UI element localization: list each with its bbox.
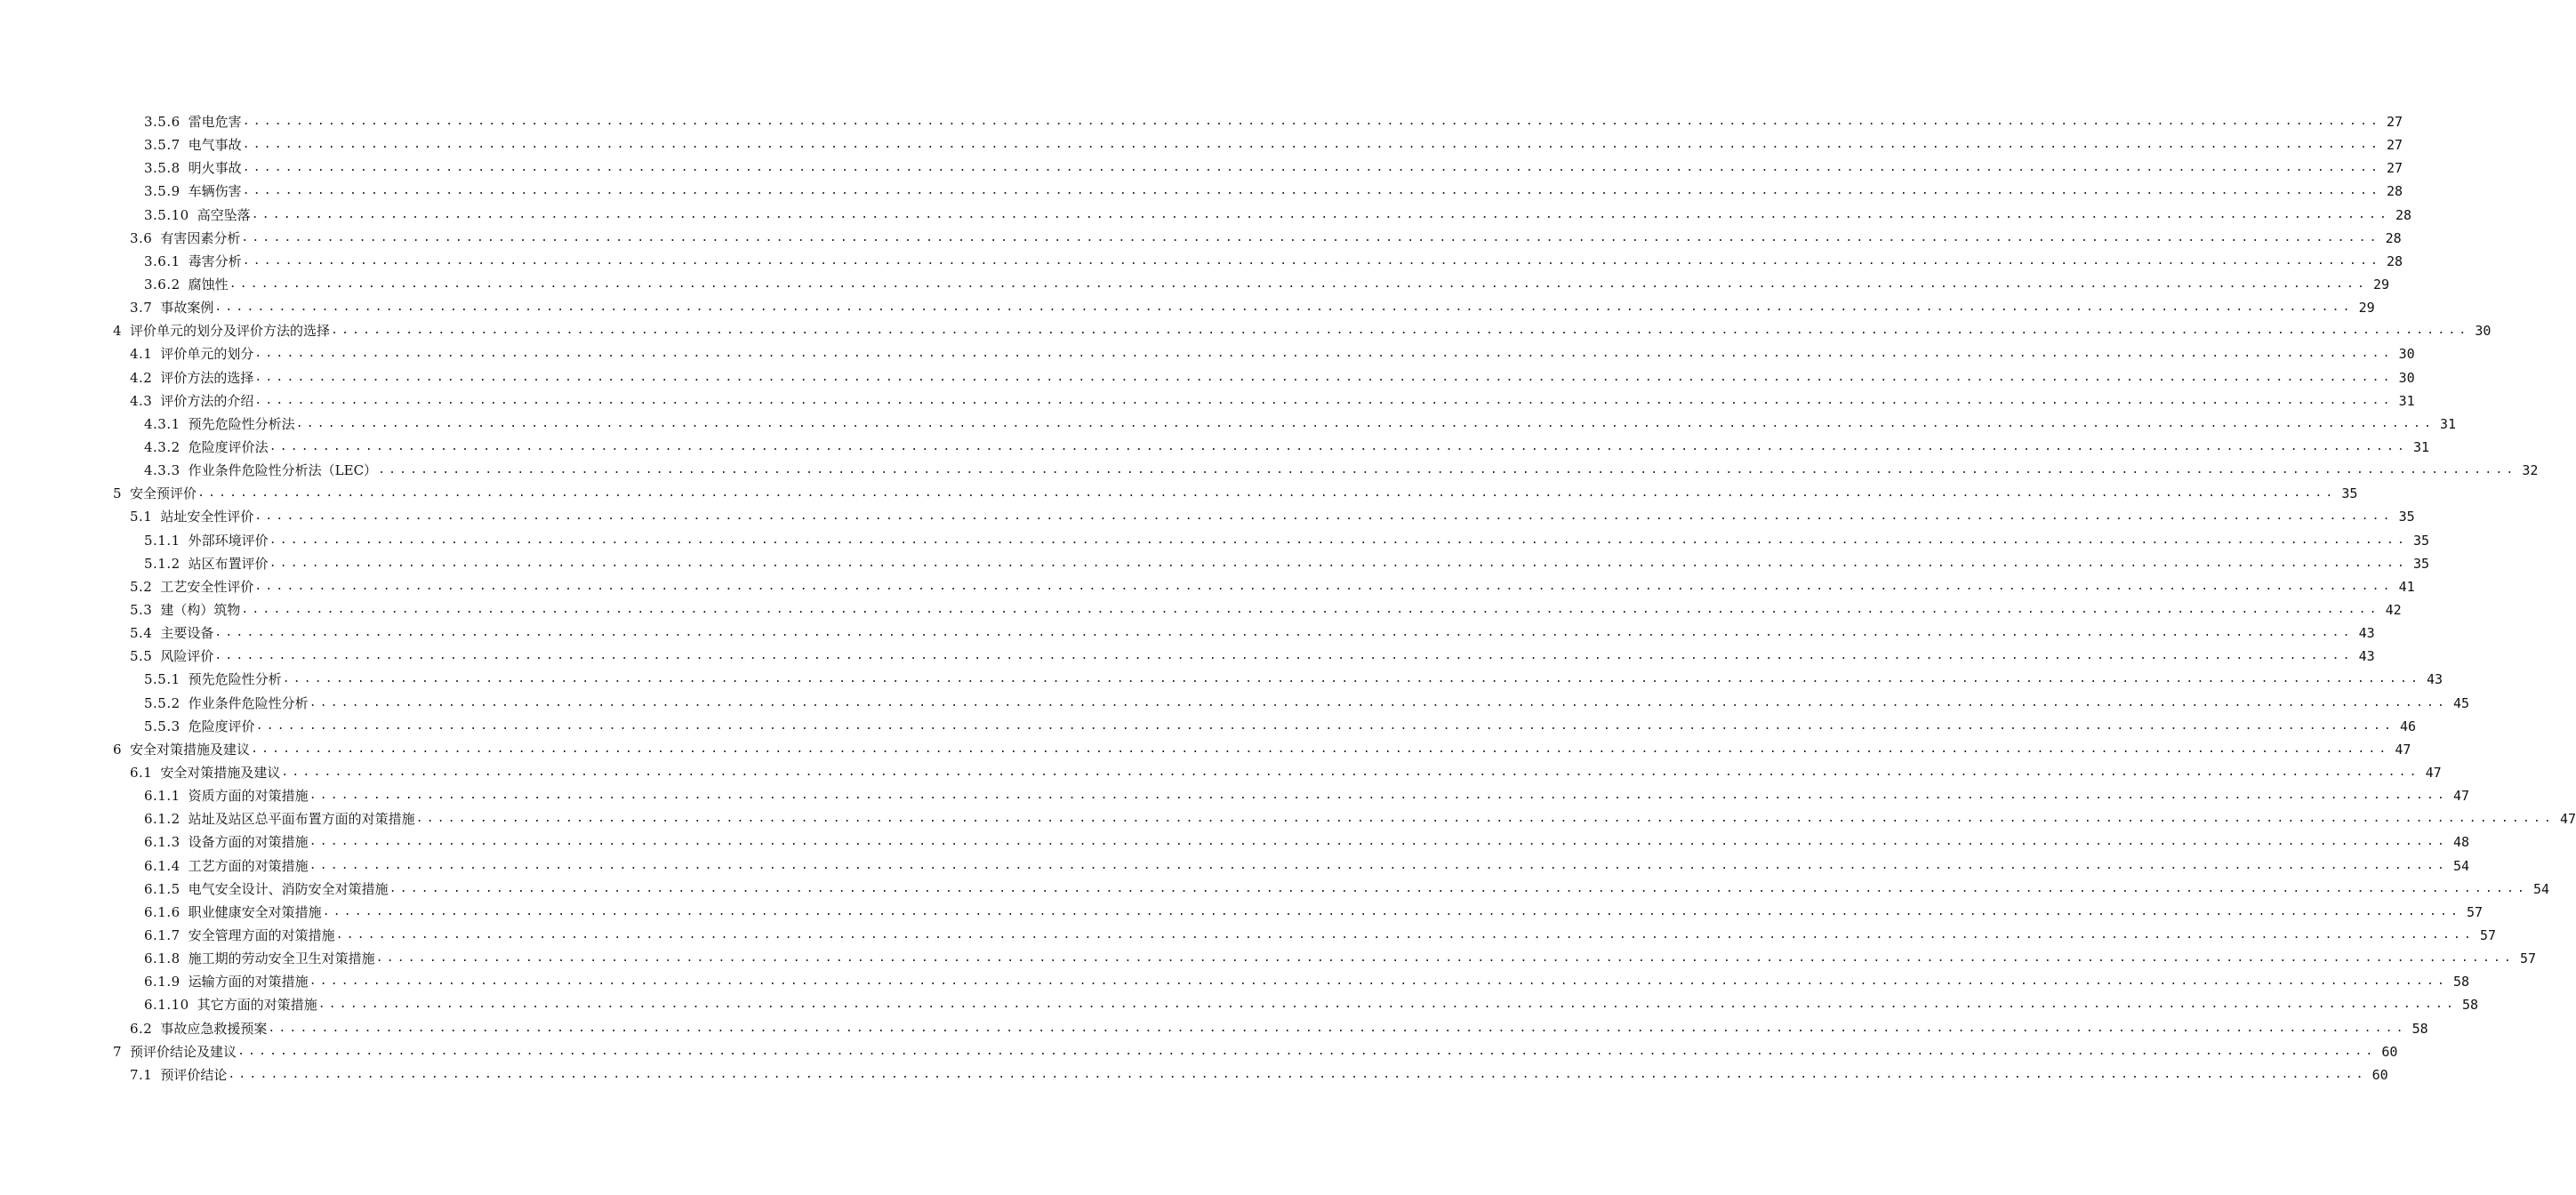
toc-dot-leader: ........................................................................................................................................................................................................ xyxy=(251,207,2391,221)
toc-entry[interactable] xyxy=(0,459,2539,482)
toc-entry-page-number: 29 xyxy=(2358,300,2375,317)
toc-entry-title: 危险度评价法 xyxy=(188,439,269,456)
toc-entry-page-number: 45 xyxy=(2452,694,2470,711)
toc-entry[interactable] xyxy=(0,878,2550,901)
toc-entry-number: 6.1.3 xyxy=(144,834,181,851)
toc-dot-leader: ........................................................................................................................................................................................................ xyxy=(229,277,2369,292)
toc-entry[interactable] xyxy=(0,901,2484,924)
toc-entry-page-number: 27 xyxy=(2386,137,2403,154)
toc-entry-page-number: 58 xyxy=(2411,1020,2428,1037)
toc-entry-number: 6.1.10 xyxy=(144,997,189,1014)
toc-entry-page-number: 30 xyxy=(2398,369,2415,386)
toc-entry-number: 3.5.8 xyxy=(144,160,181,177)
toc-dot-leader: ........................................................................................................................................................................................................ xyxy=(331,324,2470,338)
toc-entry-title: 职业健康安全对策措施 xyxy=(188,903,322,920)
toc-entry-title: 其它方面的对策措施 xyxy=(197,997,317,1014)
toc-entry-title: 作业条件危险性分析 xyxy=(188,694,309,711)
toc-dot-leader: ........................................................................................................................................................................................................ xyxy=(228,1067,2367,1081)
toc-entry-title: 站址安全性评价 xyxy=(160,509,254,525)
toc-entry[interactable] xyxy=(0,319,2492,342)
toc-entry-page-number: 47 xyxy=(2425,765,2442,781)
toc-entry[interactable] xyxy=(0,1040,2398,1063)
toc-entry[interactable] xyxy=(0,529,2430,552)
toc-entry-title: 预先危险性分析法 xyxy=(188,415,295,432)
toc-dot-leader: ........................................................................................................................................................................................................ xyxy=(254,509,2394,524)
toc-entry[interactable] xyxy=(0,342,2415,365)
toc-entry-number: 6.1.9 xyxy=(144,974,181,990)
toc-entry-page-number: 47 xyxy=(2452,788,2470,805)
toc-entry[interactable] xyxy=(0,552,2430,575)
toc-dot-leader: ........................................................................................................................................................................................................ xyxy=(309,835,2449,849)
toc-dot-leader: ........................................................................................................................................................................................................ xyxy=(309,789,2449,803)
toc-entry-title: 电气事故 xyxy=(188,137,242,154)
toc-entry-page-number: 57 xyxy=(2479,926,2497,943)
toc-dot-leader: ........................................................................................................................................................................................................ xyxy=(268,1021,2407,1035)
toc-dot-leader: ........................................................................................................................................................................................................ xyxy=(254,393,2394,407)
toc-entry-page-number: 35 xyxy=(2398,509,2415,525)
toc-entry[interactable] xyxy=(0,204,2412,227)
toc-entry-number: 5.2 xyxy=(130,578,153,595)
toc-entry-page-number: 48 xyxy=(2452,834,2470,851)
toc-entry[interactable] xyxy=(0,273,2390,296)
toc-dot-leader: ........................................................................................................................................................................................................ xyxy=(237,1044,2377,1058)
toc-entry-number: 5.5.2 xyxy=(144,694,181,711)
toc-entry-title: 车辆伤害 xyxy=(188,183,242,200)
toc-entry-title: 有害因素分析 xyxy=(160,229,241,246)
toc-entry-page-number: 31 xyxy=(2412,439,2430,456)
toc-entry-title: 评价方法的选择 xyxy=(160,369,254,386)
toc-entry-page-number: 43 xyxy=(2426,671,2444,688)
toc-entry-page-number: 46 xyxy=(2399,718,2417,734)
table-of-contents xyxy=(0,110,2576,1087)
toc-entry-number: 3.5.6 xyxy=(144,114,181,131)
toc-entry-number: 5.4 xyxy=(130,625,153,642)
toc-entry-title: 施工期的劳动安全卫生对策措施 xyxy=(188,950,375,967)
toc-entry-number: 5.1.1 xyxy=(144,532,181,549)
toc-entry-title: 危险度评价 xyxy=(188,718,255,734)
toc-entry-title: 工艺方面的对策措施 xyxy=(188,857,309,874)
toc-entry[interactable] xyxy=(0,970,2470,993)
toc-entry-title: 预评价结论 xyxy=(160,1066,228,1083)
toc-entry-page-number: 29 xyxy=(2372,277,2390,293)
toc-dot-leader: ........................................................................................................................................................................................................ xyxy=(281,766,2420,779)
toc-entry[interactable] xyxy=(0,482,2358,505)
toc-entry-number: 4.2 xyxy=(130,369,153,386)
toc-entry-page-number: 47 xyxy=(2559,811,2576,828)
toc-dot-leader: ........................................................................................................................................................................................................ xyxy=(269,440,2409,454)
toc-dot-leader: ........................................................................................................................................................................................................ xyxy=(254,579,2394,593)
toc-entry[interactable] xyxy=(0,692,2470,715)
toc-entry[interactable] xyxy=(0,668,2444,691)
toc-entry-number: 7.1 xyxy=(130,1066,153,1083)
toc-dot-leader: ........................................................................................................................................................................................................ xyxy=(309,695,2449,710)
toc-dot-leader: ........................................................................................................................................................................................................ xyxy=(251,742,2390,756)
toc-entry-title: 预先危险性分析 xyxy=(188,671,282,688)
toc-entry[interactable] xyxy=(0,110,2403,133)
toc-dot-leader: ........................................................................................................................................................................................................ xyxy=(255,718,2395,733)
toc-dot-leader: ........................................................................................................................................................................................................ xyxy=(242,161,2382,175)
toc-entry-number: 5 xyxy=(113,485,123,502)
toc-dot-leader: ........................................................................................................................................................................................................ xyxy=(241,603,2380,617)
toc-entry-number: 6.1.1 xyxy=(144,788,181,805)
toc-entry-number: 3.7 xyxy=(130,300,153,317)
toc-entry-title: 电气安全设计、消防安全对策措施 xyxy=(188,880,389,897)
toc-entry[interactable] xyxy=(0,227,2402,250)
toc-entry-page-number: 60 xyxy=(2381,1043,2398,1060)
toc-entry-title: 运输方面的对策措施 xyxy=(188,974,309,990)
toc-entry-number: 3.5.10 xyxy=(144,206,189,223)
toc-dot-leader: ........................................................................................................................................................................................................ xyxy=(254,370,2394,384)
toc-entry-number: 4.3 xyxy=(130,392,153,409)
toc-entry[interactable] xyxy=(0,296,2375,319)
toc-entry-page-number: 28 xyxy=(2395,206,2412,223)
toc-entry[interactable] xyxy=(0,1016,2428,1039)
toc-entry-page-number: 47 xyxy=(2395,741,2411,758)
toc-entry-number: 5.5.3 xyxy=(144,718,181,734)
toc-dot-leader: ........................................................................................................................................................................................................ xyxy=(322,904,2462,918)
toc-entry[interactable] xyxy=(0,250,2403,273)
toc-dot-leader: ........................................................................................................................................................................................................ xyxy=(309,974,2449,989)
toc-dot-leader: ........................................................................................................................................................................................................ xyxy=(242,115,2382,129)
toc-entry[interactable] xyxy=(0,389,2415,413)
toc-entry-number: 6.1.8 xyxy=(144,950,181,967)
toc-entry-title: 风险评价 xyxy=(160,648,214,665)
toc-entry-title: 高空坠落 xyxy=(197,206,251,223)
toc-entry-page-number: 58 xyxy=(2452,974,2470,990)
toc-entry-page-number: 31 xyxy=(2398,392,2415,409)
toc-entry-title: 资质方面的对策措施 xyxy=(188,788,309,805)
toc-entry[interactable] xyxy=(0,761,2442,784)
toc-entry-number: 6.1.7 xyxy=(144,926,181,943)
toc-dot-leader: ........................................................................................................................................................................................................ xyxy=(335,927,2476,942)
toc-entry-page-number: 42 xyxy=(2385,602,2402,619)
toc-entry-number: 6.1.5 xyxy=(144,880,181,897)
toc-entry-page-number: 30 xyxy=(2475,323,2492,340)
toc-entry[interactable] xyxy=(0,993,2479,1016)
toc-dot-leader: ........................................................................................................................................................................................................ xyxy=(242,253,2382,268)
toc-entry[interactable] xyxy=(0,575,2415,598)
toc-entry-title: 明火事故 xyxy=(188,160,242,177)
toc-entry-number: 3.6.1 xyxy=(144,253,181,269)
toc-entry[interactable] xyxy=(0,830,2470,854)
toc-entry-page-number: 43 xyxy=(2358,648,2375,665)
toc-entry-page-number: 35 xyxy=(2412,532,2430,549)
toc-entry-number: 3.5.7 xyxy=(144,137,181,154)
toc-entry[interactable] xyxy=(0,436,2430,459)
toc-entry-page-number: 60 xyxy=(2371,1066,2388,1083)
toc-entry-title: 设备方面的对策措施 xyxy=(188,834,309,851)
toc-entry-number: 3.6 xyxy=(130,229,153,246)
toc-entry-title: 毒害分析 xyxy=(188,253,242,269)
toc-entry[interactable] xyxy=(0,715,2417,738)
toc-entry[interactable] xyxy=(0,505,2415,528)
toc-dot-leader: ........................................................................................................................................................................................................ xyxy=(415,812,2556,826)
toc-entry-title: 作业条件危险性分析法（LEC） xyxy=(188,462,378,479)
toc-entry[interactable] xyxy=(0,366,2415,389)
toc-entry[interactable] xyxy=(0,924,2497,947)
toc-dot-leader: ........................................................................................................................................................................................................ xyxy=(317,998,2458,1012)
toc-entry-page-number: 58 xyxy=(2462,997,2479,1014)
toc-entry-title: 评价方法的介绍 xyxy=(160,392,254,409)
toc-entry[interactable] xyxy=(0,180,2403,203)
toc-entry-number: 5.5 xyxy=(130,648,153,665)
toc-entry[interactable] xyxy=(0,622,2375,645)
toc-entry-page-number: 54 xyxy=(2452,857,2470,874)
toc-dot-leader: ........................................................................................................................................................................................................ xyxy=(242,184,2382,198)
toc-entry-title: 雷电危害 xyxy=(188,114,242,131)
toc-entry-number: 7 xyxy=(113,1043,123,1060)
toc-entry-title: 腐蚀性 xyxy=(188,277,229,293)
toc-entry-number: 3.5.9 xyxy=(144,183,181,200)
toc-entry-title: 安全管理方面的对策措施 xyxy=(188,926,335,943)
toc-entry-title: 事故应急救援预案 xyxy=(160,1020,268,1037)
toc-entry-page-number: 27 xyxy=(2386,114,2403,131)
toc-dot-leader: ........................................................................................................................................................................................................ xyxy=(295,416,2436,430)
toc-entry[interactable] xyxy=(0,1063,2388,1087)
toc-entry[interactable] xyxy=(0,807,2576,830)
toc-entry-page-number: 43 xyxy=(2358,625,2375,642)
toc-dot-leader: ........................................................................................................................................................................................................ xyxy=(242,138,2382,152)
toc-entry-page-number: 35 xyxy=(2412,555,2430,572)
toc-dot-leader: ........................................................................................................................................................................................................ xyxy=(254,347,2394,361)
toc-entry[interactable] xyxy=(0,738,2411,761)
toc-entry-number: 6.1.6 xyxy=(144,903,181,920)
toc-entry-title: 预评价结论及建议 xyxy=(130,1043,237,1060)
toc-entry-title: 事故案例 xyxy=(160,300,214,317)
toc-entry-title: 安全预评价 xyxy=(130,485,197,502)
toc-entry[interactable] xyxy=(0,133,2403,156)
toc-entry-number: 5.1 xyxy=(130,509,153,525)
toc-entry-title: 工艺安全性评价 xyxy=(160,578,254,595)
toc-dot-leader: ........................................................................................................................................................................................................ xyxy=(282,672,2422,686)
toc-entry-title: 站区布置评价 xyxy=(188,555,269,572)
toc-entry-number: 5.1.2 xyxy=(144,555,181,572)
toc-dot-leader: ........................................................................................................................................................................................................ xyxy=(309,858,2449,872)
toc-entry-title: 外部环境评价 xyxy=(188,532,269,549)
toc-entry-page-number: 31 xyxy=(2439,415,2457,432)
toc-entry-number: 4 xyxy=(113,323,123,340)
toc-dot-leader: ........................................................................................................................................................................................................ xyxy=(214,649,2354,663)
toc-entry-page-number: 28 xyxy=(2386,253,2403,269)
toc-entry[interactable] xyxy=(0,645,2375,668)
toc-entry-number: 6.1.2 xyxy=(144,811,181,828)
toc-dot-leader: ........................................................................................................................................................................................................ xyxy=(269,533,2409,547)
toc-entry-number: 4.1 xyxy=(130,346,153,363)
toc-entry-page-number: 35 xyxy=(2341,485,2358,502)
toc-dot-leader: ........................................................................................................................................................................................................ xyxy=(375,951,2516,966)
toc-entry-page-number: 30 xyxy=(2398,346,2415,363)
toc-entry-title: 安全对策措施及建议 xyxy=(160,765,281,781)
toc-dot-leader: ........................................................................................................................................................................................................ xyxy=(378,463,2517,477)
toc-entry-page-number: 28 xyxy=(2385,229,2402,246)
toc-dot-leader: ........................................................................................................................................................................................................ xyxy=(197,486,2337,501)
toc-entry-page-number: 32 xyxy=(2522,462,2539,479)
toc-entry-title: 站址及站区总平面布置方面的对策措施 xyxy=(188,811,415,828)
toc-entry[interactable] xyxy=(0,854,2470,878)
toc-entry[interactable] xyxy=(0,784,2470,807)
toc-dot-leader: ........................................................................................................................................................................................................ xyxy=(389,881,2529,895)
toc-entry-number: 6.1.4 xyxy=(144,857,181,874)
toc-entry-title: 主要设备 xyxy=(160,625,214,642)
toc-entry[interactable] xyxy=(0,598,2402,622)
toc-entry-number: 5.5.1 xyxy=(144,671,181,688)
toc-entry-number: 4.3.3 xyxy=(144,462,181,479)
toc-entry-page-number: 57 xyxy=(2466,903,2484,920)
toc-dot-leader: ........................................................................................................................................................................................................ xyxy=(214,626,2354,640)
toc-entry-page-number: 41 xyxy=(2398,578,2415,595)
toc-dot-leader: ........................................................................................................................................................................................................ xyxy=(241,230,2380,245)
toc-entry-number: 4.3.1 xyxy=(144,415,181,432)
toc-entry-title: 建（构）筑物 xyxy=(160,602,241,619)
toc-entry-page-number: 28 xyxy=(2386,183,2403,200)
toc-entry-title: 安全对策措施及建议 xyxy=(130,741,251,758)
toc-entry-number: 4.3.2 xyxy=(144,439,181,456)
toc-entry-number: 6 xyxy=(113,741,123,758)
toc-entry-page-number: 27 xyxy=(2386,160,2403,177)
toc-dot-leader: ........................................................................................................................................................................................................ xyxy=(269,556,2409,570)
toc-dot-leader: ........................................................................................................................................................................................................ xyxy=(214,301,2354,315)
toc-entry-number: 6.1 xyxy=(130,765,153,781)
toc-entry-page-number: 54 xyxy=(2532,880,2550,897)
toc-entry[interactable] xyxy=(0,947,2537,970)
toc-entry-page-number: 57 xyxy=(2519,950,2537,967)
toc-entry-title: 评价单元的划分及评价方法的选择 xyxy=(130,323,331,340)
toc-entry[interactable] xyxy=(0,156,2403,180)
toc-entry-number: 5.3 xyxy=(130,602,153,619)
toc-entry-number: 3.6.2 xyxy=(144,277,181,293)
toc-entry-number: 6.2 xyxy=(130,1020,153,1037)
toc-entry[interactable] xyxy=(0,413,2457,436)
toc-entry-title: 评价单元的划分 xyxy=(160,346,254,363)
